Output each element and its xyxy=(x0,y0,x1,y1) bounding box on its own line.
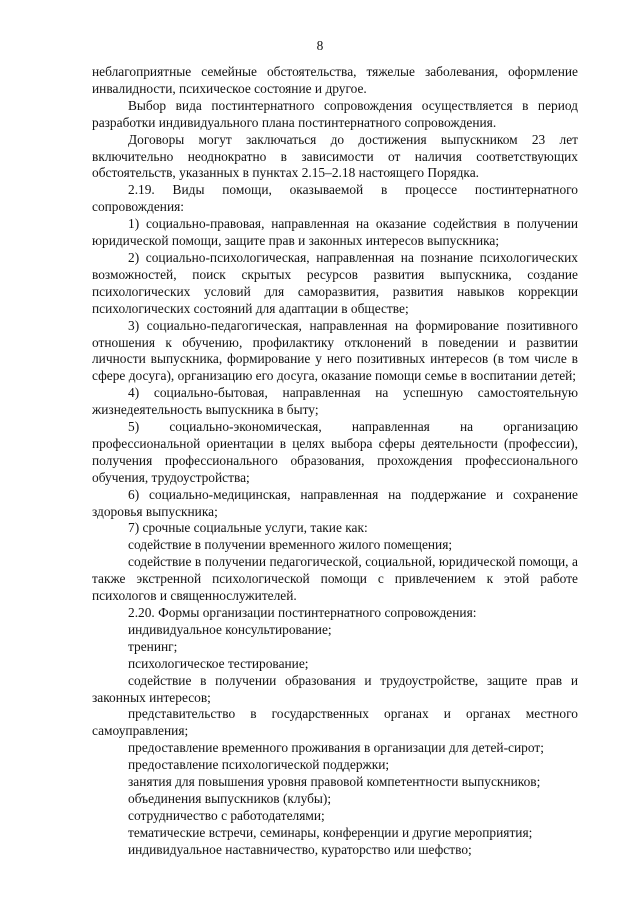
list-item-housing-assistance: содействие в получении временного жилого помещения; xyxy=(128,537,453,553)
page-number: 8 xyxy=(316,38,324,53)
form-item-events: тематические встречи, семинары, конференции и другие мероприятия; xyxy=(128,824,533,840)
form-item-psych-support: предоставление психологической поддержки; xyxy=(128,757,390,773)
list-item-social-psychological: 2) социально-психологическая, направленная на познание психологических возможностей, поиск скрытых ресурсов развития выпускника, создание психологических условий для саморазвития, развития навыков коррекции психологических состояний для адаптации в обществе; xyxy=(92,249,578,316)
list-item-help-assistance: содействие в получении педагогической, социальной, юридической помощи, а также экстренной психологической помощи с привлечением к этой работе психологов и священнослужителей. xyxy=(92,554,578,604)
form-item-employers: сотрудничество с работодателями; xyxy=(128,807,325,823)
form-item-representation: представительство в государственных органах и органах местного самоуправления; xyxy=(92,706,578,739)
form-item-legal-competence: занятия для повышения уровня правовой компетентности выпускников; xyxy=(128,774,541,790)
list-item-urgent-services: 7) срочные социальные услуги, такие как: xyxy=(128,520,368,536)
paragraph-continuation: неблагоприятные семейные обстоятельства, тяжелые заболевания, оформление инвалидности, психическое состояние и другое. xyxy=(92,64,578,96)
clause-2-20: 2.20. Формы организации постинтернатного сопровождения: xyxy=(128,605,477,620)
form-item-mentoring: индивидуальное наставничество, кураторство или шефство; xyxy=(128,841,472,857)
form-item-graduate-clubs: объединения выпускников (клубы); xyxy=(128,790,332,806)
form-item-temporary-residence: предоставление временного проживания в организации для детей-сирот; xyxy=(128,740,544,756)
list-item-social-medical: 6) социально-медицинская, направленная на поддержание и сохранение здоровья выпускника; xyxy=(92,486,578,519)
form-item-consulting: индивидуальное консультирование; xyxy=(128,621,332,637)
paragraph-contracts: Договоры могут заключаться до достижения выпускником 23 лет включительно неоднократно в зависимости от наличия соответствующих обстоятельств, указанных в пунктах 2.15–2.18 настоящего Порядка. xyxy=(92,131,578,181)
list-item-social-legal: 1) социально-правовая, направленная на оказание содействия в получении юридической помощи, защите прав и законных интересов выпускника; xyxy=(92,216,578,249)
form-item-education-assistance: содействие в получении образования и трудоустройстве, защите прав и законных интересов; xyxy=(92,672,578,705)
list-item-social-household: 4) социально-бытовая, направленная на успешную самостоятельную жизнедеятельность выпускника в быту; xyxy=(92,385,578,418)
paragraph-support-type-choice: Выбор вида постинтернатного сопровождения осуществляется в период разработки индивидуального плана постинтернатного сопровождения. xyxy=(92,97,578,130)
document-body xyxy=(92,64,578,859)
list-item-social-pedagogical: 3) социально-педагогическая, направленная на формирование позитивного отношения к обучению, профилактику отклонений в поведении и развитии личности выпускника, формирование у него позитивных интересов (в том числе в сфере досуга), организацию его досуга, оказание помощи семье в воспитании детей; xyxy=(92,317,578,384)
clause-2-19: 2.19. Виды помощи, оказываемой в процессе постинтернатного сопровождения: xyxy=(92,182,578,215)
list-item-social-economic: 5) социально-экономическая, направленная на организацию профессиональной ориентации в целях выбора сферы деятельности (профессии), получения профессионального образования, прохождения профессионального обучения, трудоустройства; xyxy=(92,419,578,485)
form-item-training: тренинг; xyxy=(128,638,178,654)
form-item-testing: психологическое тестирование; xyxy=(128,655,309,671)
